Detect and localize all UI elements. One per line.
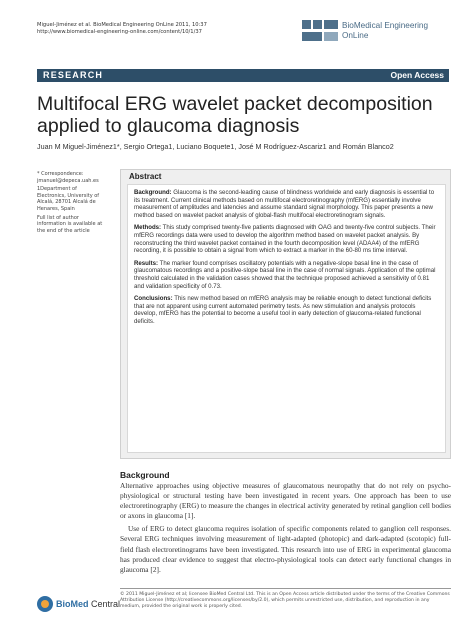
abstract-methods-label: Methods:: [134, 224, 162, 232]
author-affiliation: 1Department of Electronics, University of Alcalá, 28701 Alcalá de Henares, Spain: [37, 186, 100, 212]
citation-url[interactable]: http://www.biomedical-engineering-online.com/content/10/1/37: [37, 29, 202, 35]
correspondence-note: [37, 171, 107, 236]
section-heading-background: Background: [120, 470, 170, 480]
abstract-panel: [120, 169, 451, 459]
publisher-name-sub: Central: [88, 599, 121, 609]
abstract-heading: Abstract: [129, 172, 162, 181]
license-footer: © 2011 Miguel-Jiménez et al; licensee BioMed Central Ltd. This is an Open Access article distributed under the terms of the Creative Commons Attribution License (http://creativecommons.org/licenses/by/2.0), which permits unrestricted use, distribution, and reproduction in any medium, provided the original work is properly cited.: [120, 592, 450, 609]
citation-header: [37, 22, 207, 36]
footer-divider: [120, 588, 451, 589]
article-title: Multifocal ERG wavelet packet decomposition applied to glaucoma diagnosis: [37, 93, 433, 137]
journal-name-line2: OnLine: [342, 31, 369, 40]
abstract-background-text: Glaucoma is the second-leading cause of blindness worldwide and early diagnosis is essential to its treatment. Current clinical methods based on multifocal electroretinography (mfERG) essentially involve measurement of amplitudes and latencies and assume standard signal morphology. This paper presents a new method based on wavelet packet analysis of global-flash multifocal electroretinogram signals.: [134, 189, 435, 219]
journal-mark-icon: [302, 20, 338, 42]
abstract-conclusions-text: This new method based on mfERG analysis may be reliable enough to detect functional deficits that are not apparent using current automated perimetry tests. As new stimulation and analysis protocols develop, mfERG has the potential to become a useful tool in early detection of glaucoma-related functional deficits.: [134, 295, 432, 325]
article-type-banner: [37, 69, 449, 82]
abstract-results-text: The marker found comprises oscillatory potentials with a negative-slope basal line in the case of glaucomatous recordings and a positive-slope basal line in the case of normal signals. Application of the optimal threshold calculated in the validation cases showed that the technique proposed achieved a sensitivity of 0.81 and validation specificity of 0.73.: [134, 259, 436, 290]
abstract-conclusions: [134, 295, 439, 325]
abstract-background-label: Background:: [134, 189, 172, 196]
abstract-body: [127, 184, 446, 453]
publisher-name-main: BioMed: [56, 599, 89, 609]
open-access-label: Open Access: [390, 70, 444, 80]
publisher-logo: [37, 596, 121, 616]
publisher-disc-icon: [37, 596, 53, 612]
article-type-label: RESEARCH: [43, 70, 104, 80]
body-text: [120, 481, 451, 578]
body-paragraph-1: Alternative approaches using objective measures of glaucomatous neuropathy that do not rely on psycho-physiological or structural testing have been investigated in recent years. One approach has been to use electroretinography (ERG) to measure the changes in electrical activity generated by retinal ganglion cell bodies or axons in glaucoma [1].: [120, 481, 451, 521]
abstract-methods: [134, 224, 439, 254]
journal-logo: [302, 18, 452, 46]
journal-name-line1: BioMedical Engineering: [342, 21, 429, 30]
body-paragraph-2: Use of ERG to detect glaucoma requires isolation of specific components related to ganglion cell responses. Several ERG techniques involving measurement of light-adapted (photopic) and dark-adapted (scotopic) full-field flash electroretinograms have been investigated. This research into use of ERG in experimental glaucoma has produced clear evidence to suggest that electro-physiological tools can detect early functional changes in glaucoma [2].: [120, 524, 451, 574]
abstract-conclusions-label: Conclusions:: [134, 295, 173, 303]
author-list: Juan M Miguel-Jiménez1*, Sergio Ortega1, Luciano Boquete1, José M Rodríguez-Ascariz1 and Román Blanco2: [37, 142, 394, 151]
abstract-background: [134, 189, 439, 219]
abstract-methods-text: This study comprised twenty-five patients diagnosed with OAG and twenty-five control subjects. Their mfERG recordings data were used to develop the algorithm method based on wavelet packet analysis. By reconstructing the third wavelet packet contained in the fourth decomposition level (ADAA4) of the mfERG recording, it is possible to obtain a signal from which to extract a marker in the 60-80 ms time interval.: [134, 224, 436, 255]
author-info-note: Full list of author information is available at the end of the article: [37, 214, 103, 234]
citation-line: Miguel-Jiménez et al. BioMedical Engineering OnLine 2011, 10:37: [37, 22, 207, 28]
correspondence-email[interactable]: * Correspondence: jmanuel@depeca.uah.es: [37, 171, 99, 184]
abstract-results-label: Results:: [134, 259, 159, 267]
abstract-results: [134, 260, 439, 290]
